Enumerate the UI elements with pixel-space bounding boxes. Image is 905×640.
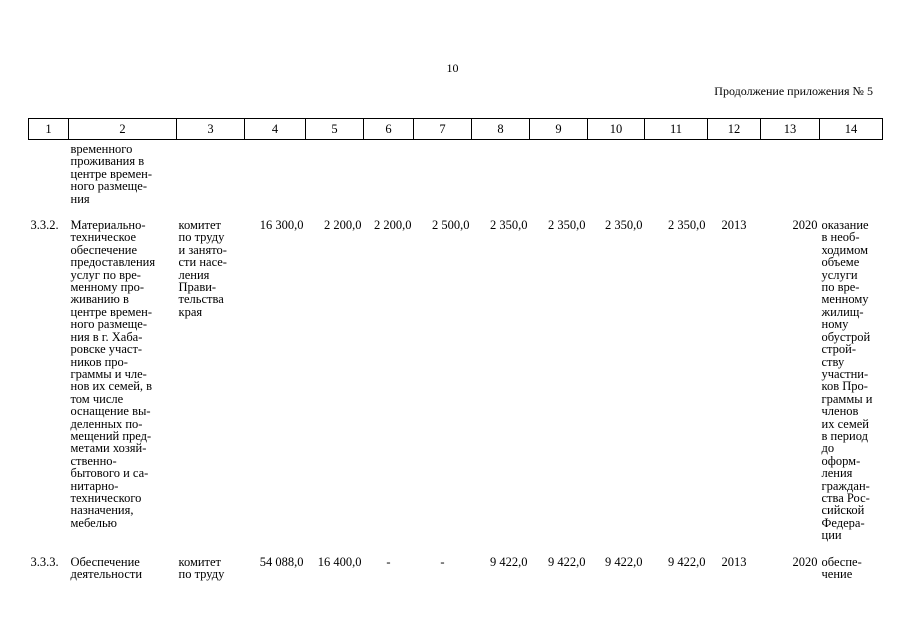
column-header: 10 [588,119,645,140]
table-row [29,219,883,556]
cell-value: - [386,554,391,569]
column-header: 12 [708,119,761,140]
column-header: 3 [177,119,245,140]
column-header: 2 [69,119,177,140]
cell-executor: комитет по труду [178,554,225,581]
cell-description: временного проживания в центре времен- ного размеще- ния [70,142,152,206]
cell-value: 2 350,0 [605,218,643,233]
cell-start-year: 2013 [721,554,747,569]
table-row-continuation [29,140,883,220]
column-header: 9 [530,119,588,140]
cell-value: 2 350,0 [490,218,528,233]
cell-value: 9 422,0 [605,554,643,569]
column-header: 1 [29,119,69,140]
column-header: 5 [306,119,364,140]
cell-description: Обеспечение деятельности [70,554,143,581]
column-header: 11 [645,119,708,140]
cell-value: 2 350,0 [548,218,586,233]
column-header: 13 [761,119,820,140]
cell-value: 2 200,0 [374,218,412,233]
cell-value: 16 300,0 [259,218,304,233]
cell-start-year: 2013 [721,218,747,233]
column-header: 14 [820,119,883,140]
column-header: 4 [245,119,306,140]
cell-end-year: 2020 [792,554,818,569]
cell-executor: комитет по труду и занято- сти насе- ления Прави- тельства края [178,218,227,319]
column-header: 7 [414,119,472,140]
program-table [28,118,883,580]
cell-code: 3.3.3. [30,554,59,569]
cell-description: Материально- техническое обеспечение предоставления услуг по вре- менному про- живанию в центре времен- ного размеще- ния в г. Хаба- ровске участ- ников про- граммы и чле- нов их семей, в том числе оснащение вы- деленных по- мещений пред- метами хозяй- ственно- бытового и са- нитарно- технического назначения, мебелью [70,218,156,530]
cell-value: 9 422,0 [668,554,706,569]
column-number-row [29,119,883,140]
cell-code: 3.3.2. [30,218,59,233]
page-number: 10 [446,61,459,75]
appendix-caption: Продолжение приложения № 5 [714,84,873,98]
cell-value: 16 400,0 [317,554,362,569]
cell-result: оказание в необ- ходимом объеме услуги по вре- менному жилищ- ному обустрой строй- ству участни- ков Про- граммы и членов их семей в период до оформ- ления граждан- ства Рос- сийской Федера- ции [821,218,873,543]
cell-result: обеспе- чение [821,554,862,581]
cell-value: 2 350,0 [668,218,706,233]
cell-value: - [440,554,445,569]
cell-value: 9 422,0 [548,554,586,569]
cell-value: 2 200,0 [324,218,362,233]
table-row [29,556,883,581]
cell-end-year: 2020 [792,218,818,233]
cell-value: 9 422,0 [490,554,528,569]
column-header: 6 [364,119,414,140]
cell-code [29,140,69,220]
cell-value: 2 500,0 [432,218,470,233]
column-header: 8 [472,119,530,140]
cell-value: 54 088,0 [259,554,304,569]
